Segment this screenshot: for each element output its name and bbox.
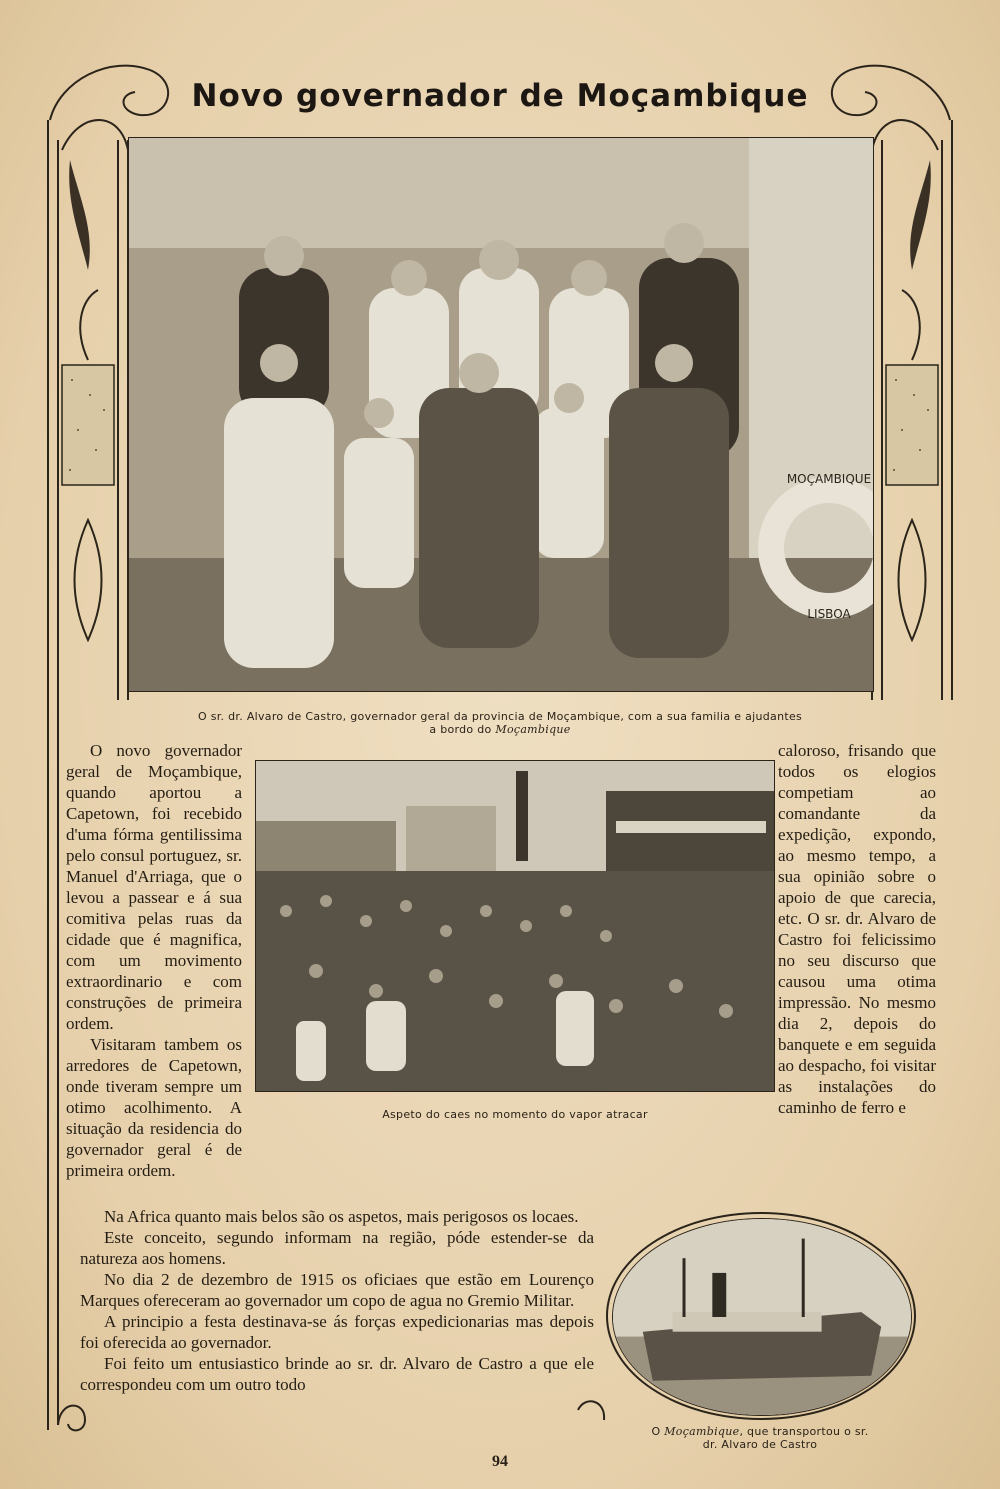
article-right-column xyxy=(778,740,936,1118)
paragraph-africa: Na Africa quanto mais belos são os aspetos, mais perigosos os locaes. xyxy=(104,1207,579,1226)
quay-photo-caption: Aspeto do caes no momento do vapor atracar xyxy=(382,1108,648,1121)
family-photo xyxy=(128,137,874,692)
lifebuoy-top-label: MOÇAMBIQUE xyxy=(786,472,872,486)
paragraph-brinde: Foi feito um entusiastico brinde ao sr. dr. Alvaro de Castro a que ele correspondeu com um outro todo xyxy=(80,1354,594,1394)
quay-photo xyxy=(255,760,775,1092)
ship-photo xyxy=(612,1218,912,1416)
ship-caption-line2: dr. Alvaro de Castro xyxy=(702,1438,818,1451)
ship-photo-frame xyxy=(606,1212,916,1420)
paragraph-dezembro: No dia 2 de dezembro de 1915 os oficiaes que estão em Lourenço Marques ofereceram ao governador um copo de agua no Gremio Militar. xyxy=(80,1270,594,1310)
ship-photo-caption xyxy=(610,1425,910,1451)
paragraph-capetown: O novo governador geral de Moçambique, quando aportou a Capetown, foi recebido d'uma fórma gentilissima pelo consul portuguez, sr. Manuel d'Arriaga, que o levou a passear e á sua comitiva pelas ruas da cidade que é magnifica, com um movimento extraordinario e com construções de primeira ordem. xyxy=(66,741,242,1033)
article-left-column xyxy=(66,740,242,1181)
article-lower-text xyxy=(80,1206,594,1395)
family-photo-caption xyxy=(120,710,880,736)
paragraph-visitaram: Visitaram tambem os arredores de Capetown, onde tiveram sempre um otimo acolhimento. A situação da residencia do governador geral é de primeira ordem. xyxy=(66,1035,242,1180)
family-caption-line1: O sr. dr. Alvaro de Castro, governador geral da provincia de Moçambique, com a sua familia e ajudantes xyxy=(197,710,803,723)
paragraph-caloroso: caloroso, frisando que todos os elogios competiam ao comandante da expedição, expondo, ao mesmo tempo, a sua opinião sobre o apoio de que carecia, etc. O sr. dr. Alvaro de Castro foi felicissimo no seu discurso que causou uma otima impressão. No mesmo dia 2, depois do banquete e em seguida ao despacho, foi visitar as instalações do caminho de ferro e xyxy=(778,741,936,1117)
lifebuoy-bottom-label: LISBOA xyxy=(807,607,851,621)
page-number: 94 xyxy=(492,1453,508,1470)
paragraph-festa: A principio a festa destinava-se ás forças expedicionarias mas depois foi oferecida ao governador. xyxy=(80,1312,594,1352)
paragraph-conceito: Este conceito, segundo informam na região, póde estender-se da natureza aos homens. xyxy=(80,1228,594,1268)
family-caption-line2: a bordo do Moçambique xyxy=(429,723,571,736)
article-title: Novo governador de Moçambique xyxy=(191,78,809,114)
family-caption-ship-name: Moçambique xyxy=(495,723,571,736)
ship-caption-ship-name: Moçambique xyxy=(664,1425,740,1438)
ship-caption-line1: O Moçambique, que transportou o sr. xyxy=(651,1425,869,1438)
